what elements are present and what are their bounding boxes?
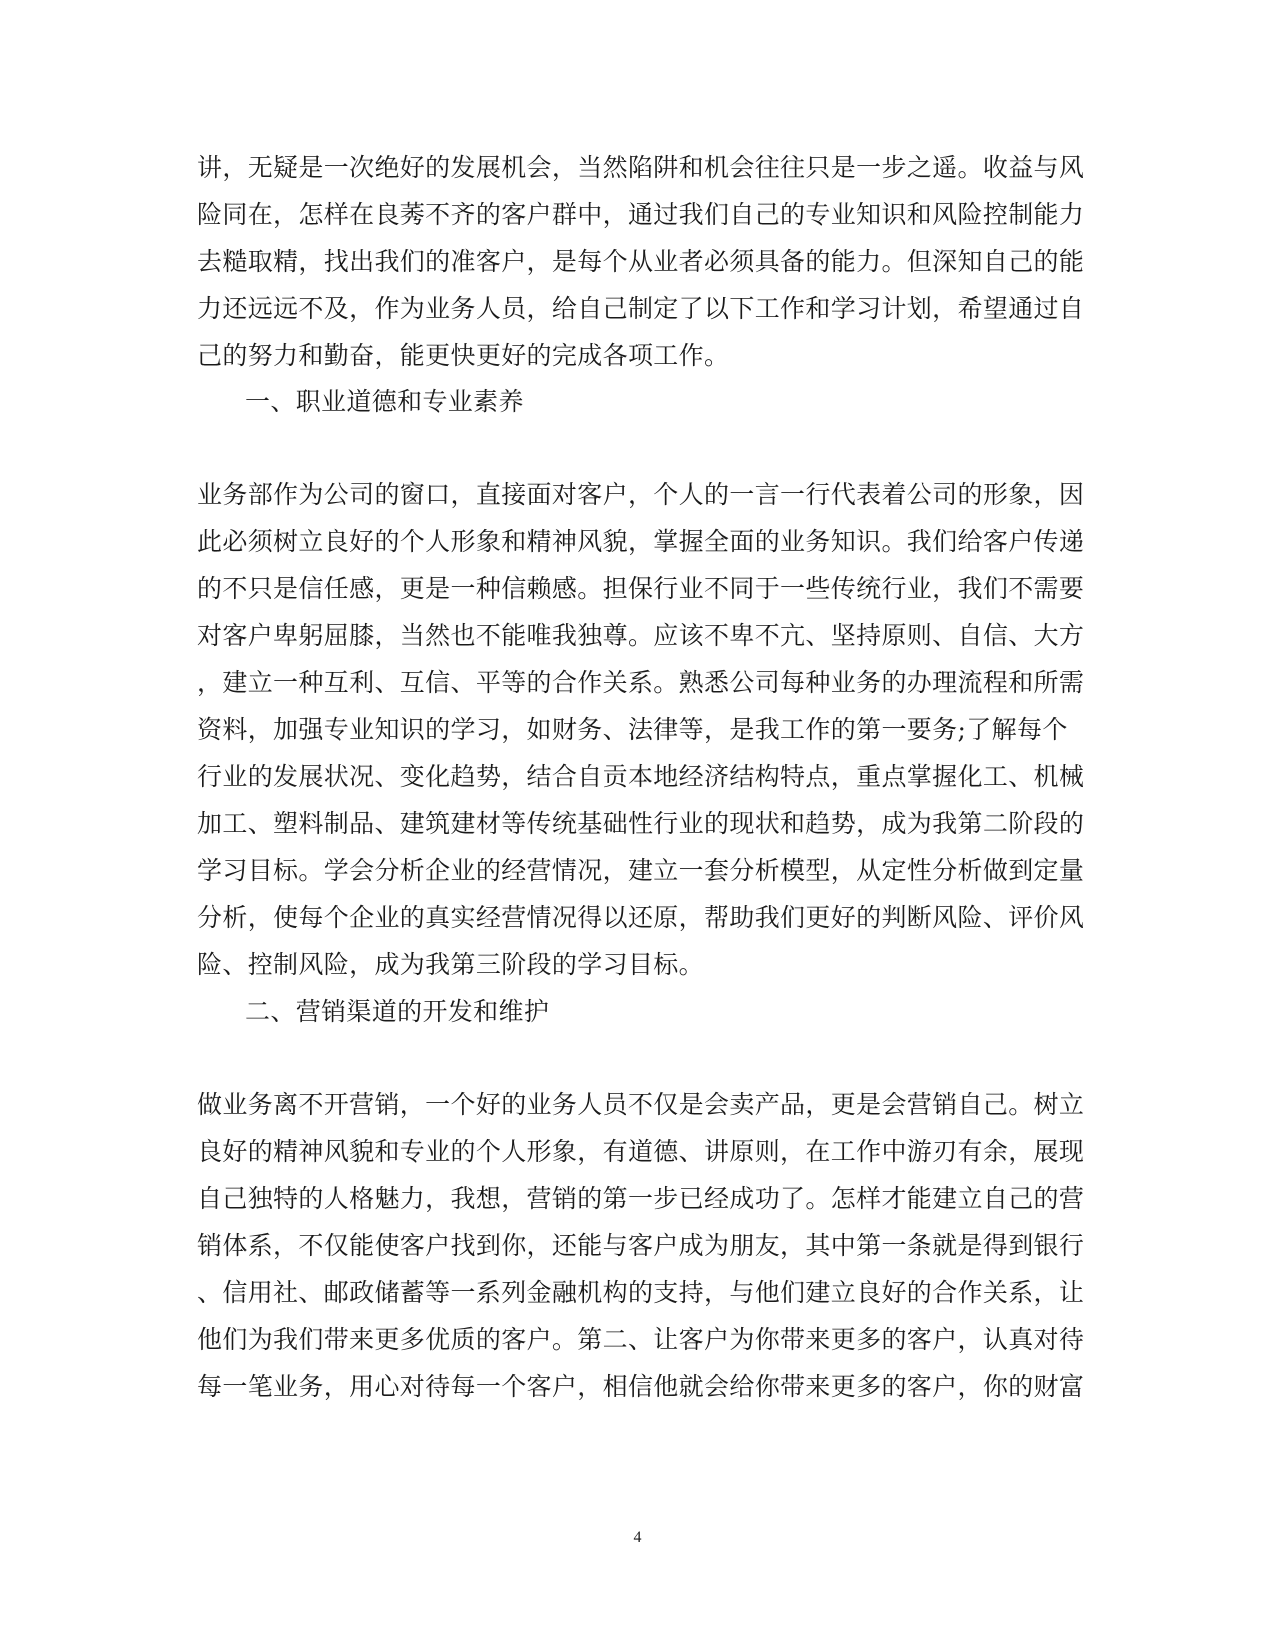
paragraph-3-line-6: 他们为我们带来更多优质的客户。第二、让客户为你带来更多的客户，认真对待 xyxy=(197,1325,1085,1354)
paragraph-2-line-9: 学习目标。学会分析企业的经营情况，建立一套分析模型，从定性分析做到定量 xyxy=(197,856,1085,885)
paragraph-2-line-4: 对客户卑躬屈膝，当然也不能唯我独尊。应该不卑不亢、坚持原则、自信、大方 xyxy=(197,621,1085,650)
paragraph-2-line-1: 业务部作为公司的窗口，直接面对客户，个人的一言一行代表着公司的形象，因 xyxy=(197,480,1085,509)
paragraph-2-line-5: ，建立一种互利、互信、平等的合作关系。熟悉公司每种业务的办理流程和所需 xyxy=(197,668,1085,697)
section-heading-2: 二、营销渠道的开发和维护 xyxy=(245,997,550,1026)
paragraph-2-line-3: 的不只是信任感，更是一种信赖感。担保行业不同于一些传统行业，我们不需要 xyxy=(197,574,1085,603)
paragraph-1-line-4: 力还远远不及，作为业务人员，给自己制定了以下工作和学习计划，希望通过自 xyxy=(197,294,1085,323)
paragraph-1-line-3: 去糙取精，找出我们的准客户，是每个从业者必须具备的能力。但深知自己的能 xyxy=(197,247,1085,276)
paragraph-3-line-7: 每一笔业务，用心对待每一个客户，相信他就会给你带来更多的客户，你的财富 xyxy=(197,1372,1085,1401)
paragraph-3-line-3: 自己独特的人格魅力，我想，营销的第一步已经成功了。怎样才能建立自己的营 xyxy=(197,1184,1085,1213)
paragraph-1-line-5: 己的努力和勤奋，能更快更好的完成各项工作。 xyxy=(197,341,730,370)
paragraph-2-line-6: 资料，加强专业知识的学习，如财务、法律等，是我工作的第一要务;了解每个 xyxy=(197,715,1068,744)
paragraph-3-line-2: 良好的精神风貌和专业的个人形象，有道德、讲原则，在工作中游刃有余，展现 xyxy=(197,1137,1085,1166)
paragraph-2-line-2: 此必须树立良好的个人形象和精神风貌，掌握全面的业务知识。我们给客户传递 xyxy=(197,527,1085,556)
paragraph-2-line-10: 分析，使每个企业的真实经营情况得以还原，帮助我们更好的判断风险、评价风 xyxy=(197,903,1085,932)
paragraph-1-line-2: 险同在，怎样在良莠不齐的客户群中，通过我们自己的专业知识和风险控制能力 xyxy=(197,200,1085,229)
paragraph-3-line-4: 销体系，不仅能使客户找到你，还能与客户成为朋友，其中第一条就是得到银行 xyxy=(197,1231,1085,1260)
paragraph-2-line-11: 险、控制风险，成为我第三阶段的学习目标。 xyxy=(197,950,705,979)
paragraph-2-line-8: 加工、塑料制品、建筑建材等传统基础性行业的现状和趋势，成为我第二阶段的 xyxy=(197,809,1085,838)
paragraph-1-line-1: 讲，无疑是一次绝好的发展机会，当然陷阱和机会往往只是一步之遥。收益与风 xyxy=(197,153,1085,182)
paragraph-3-line-5: 、信用社、邮政储蓄等一系列金融机构的支持，与他们建立良好的合作关系，让 xyxy=(197,1278,1085,1307)
page-number: 4 xyxy=(633,1529,642,1546)
paragraph-3-line-1: 做业务离不开营销，一个好的业务人员不仅是会卖产品，更是会营销自己。树立 xyxy=(197,1090,1085,1119)
section-heading-1: 一、职业道德和专业素养 xyxy=(245,387,524,416)
paragraph-2-line-7: 行业的发展状况、变化趋势，结合自贡本地经济结构特点，重点掌握化工、机械 xyxy=(197,762,1085,791)
